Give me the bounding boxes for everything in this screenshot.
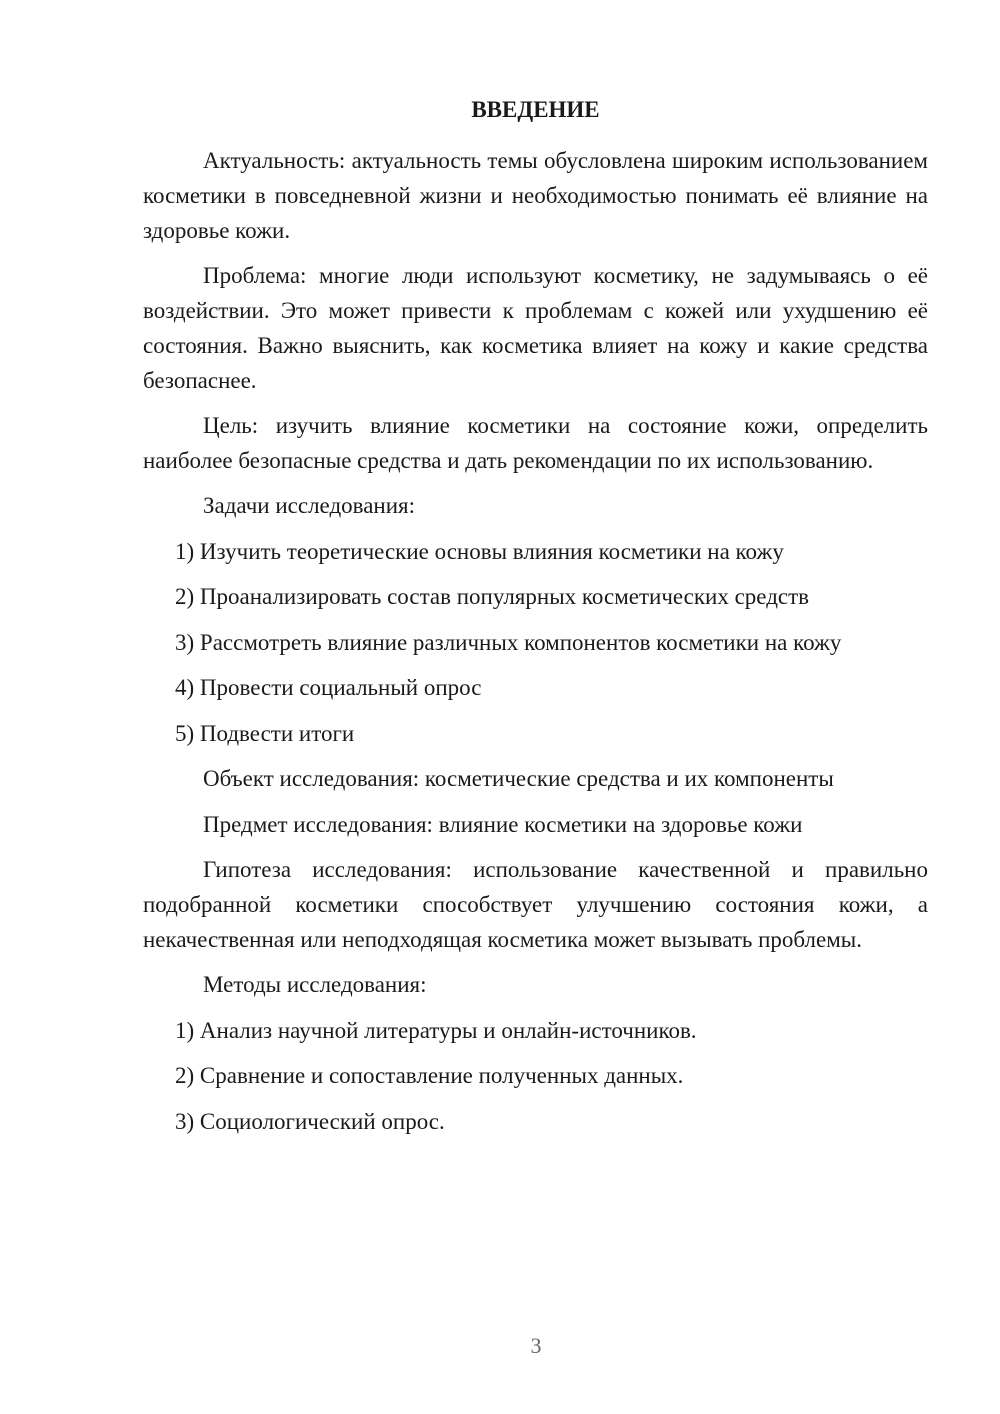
relevance-paragraph: Актуальность: актуальность темы обусловлена широким использованием косметики в повседневной жизни и необходимостью понимать её влияние на здоровье кожи. — [143, 148, 928, 243]
task-item: 5) Подвести итоги — [175, 720, 355, 746]
object-line: Объект исследования: косметические средства и их компоненты — [203, 766, 834, 791]
subject-line: Предмет исследования: влияние косметики на здоровье кожи — [203, 811, 803, 837]
page-body — [143, 94, 928, 1149]
hypothesis-paragraph: Гипотеза исследования: использование качественной и правильно подобранной косметики способствует улучшению состояния кожи, а некачественная или неподходящая косметика может вызывать проблемы. — [143, 857, 928, 952]
method-item: 2) Сравнение и сопоставление полученных данных. — [175, 1063, 684, 1088]
task-item: 3) Рассмотреть влияние различных компонентов косметики на кожу — [175, 629, 842, 655]
task-item: 2) Проанализировать состав популярных косметических средств — [175, 584, 810, 609]
goal-paragraph: Цель: изучить влияние косметики на состояние кожи, определить наиболее безопасные средства и дать рекомендации по их использованию. — [143, 413, 928, 473]
methods-heading: Методы исследования: — [203, 972, 427, 997]
task-item: 1) Изучить теоретические основы влияния косметики на кожу — [175, 538, 784, 564]
method-item: 1) Анализ научной литературы и онлайн-источников. — [175, 1017, 697, 1043]
problem-paragraph: Проблема: многие люди используют косметику, не задумываясь о её воздействии. Это может привести к проблемам с кожей или ухудшению её состояния. Важно выяснить, как косметика влияет на кожу и какие средства безопаснее. — [143, 263, 928, 393]
page-number: 3 — [530, 1333, 542, 1358]
section-title: ВВЕДЕНИЕ — [471, 97, 600, 122]
task-item: 4) Провести социальный опрос — [175, 675, 482, 700]
tasks-heading: Задачи исследования: — [203, 493, 416, 518]
method-item: 3) Социологический опрос. — [175, 1108, 445, 1134]
